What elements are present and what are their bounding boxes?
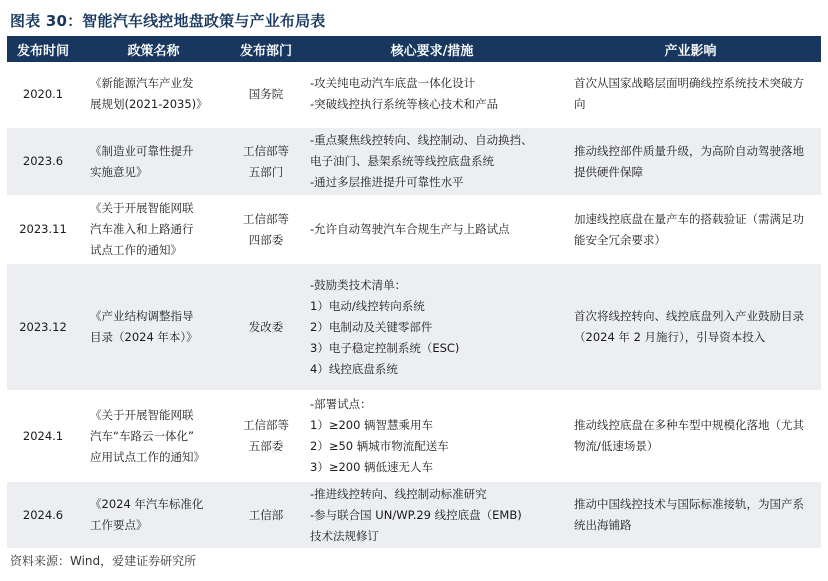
cell-dept-line: 国务院 — [248, 86, 284, 101]
header-dept: 发布部门 — [239, 43, 292, 59]
cell-policy-line: 展规划(2021-2035)》 — [90, 97, 208, 111]
cell-requirements-line: -突破线控执行系统等核心技术和产品 — [310, 97, 499, 111]
cell-requirements — [304, 197, 560, 262]
cell-requirements-line: 技术法规修订 — [310, 528, 379, 543]
cell-dept — [228, 392, 304, 480]
cell-dept — [228, 197, 304, 262]
cell-policy-line: 应用试点工作的通知》 — [90, 449, 205, 464]
cell-requirements-line: 3）电子稳定控制系统（ESC) — [310, 340, 460, 355]
cell-requirements-line: 电子油门、悬架系统等线控底盘系统 — [310, 154, 494, 168]
cell-dept-line: 工信部等 — [243, 211, 289, 226]
cell-requirements — [304, 264, 560, 390]
cell-date: 2023.11 — [19, 222, 67, 236]
cell-requirements-line: -通过多层推进提升可靠性水平 — [310, 175, 464, 189]
cell-impact: 加速线控底盘在量产车的搭载验证（需满足功能安全冗余要求） — [574, 211, 804, 247]
table-body — [7, 62, 821, 550]
cell-requirements-line: -允许自动驾驶汽车合规生产与上路试点 — [310, 222, 510, 236]
cell-requirements — [304, 62, 560, 126]
cell-dept — [228, 62, 304, 126]
cell-impact: 推动线控部件质量升级，为高阶自动驾驶落地提供硬件保障 — [574, 143, 804, 179]
cell-requirements-line: 3）≥200 辆低速无人车 — [310, 460, 434, 474]
cell-requirements — [304, 128, 560, 195]
cell-policy-line: 《新能源汽车产业发 — [90, 76, 194, 90]
cell-impact: 首次从国家战略层面明确线控系统技术突破方向 — [574, 76, 804, 111]
cell-policy — [79, 128, 228, 195]
table-row — [7, 62, 821, 128]
cell-policy — [79, 62, 228, 126]
cell-policy — [79, 197, 228, 262]
cell-dept — [228, 482, 304, 548]
cell-policy-line: 《产业结构调整指导 — [90, 309, 194, 323]
table-title: 图表 30：智能汽车线控地盘政策与产业布局表 — [10, 12, 326, 30]
cell-requirements-line: 2）≥50 辆城市物流配送车 — [310, 439, 449, 453]
policy-table — [7, 36, 821, 550]
cell-policy-line: 《2024 年汽车标准化 — [90, 497, 204, 511]
cell-requirements-line: 2）电制动及关键零部件 — [310, 319, 433, 334]
cell-dept-line: 五部委 — [248, 439, 284, 453]
cell-requirements-line: -攻关纯电动汽车底盘一体化设计 — [310, 76, 476, 90]
cell-policy-line: 汽车“车路云一体化” — [90, 428, 194, 443]
cell-dept-line: 工信部等 — [243, 143, 289, 158]
header-impact: 产业影响 — [664, 43, 717, 59]
cell-dept — [228, 128, 304, 195]
table-row — [7, 197, 821, 264]
cell-policy-line: 《关于开展智能网联 — [90, 201, 194, 215]
cell-requirements-line: -部署试点： — [310, 397, 372, 411]
cell-requirements-line: -重点聚焦线控转向、线控制动、自动换挡、 — [310, 133, 533, 147]
cell-date: 2024.6 — [22, 507, 64, 522]
cell-policy — [79, 482, 228, 548]
cell-dept-line: 工信部 — [248, 507, 284, 522]
cell-policy-line: 工作要点》 — [90, 518, 148, 532]
cell-policy — [79, 392, 228, 480]
cell-policy-line: 实施意见》 — [90, 164, 148, 179]
cell-date: 2020.1 — [22, 86, 64, 101]
cell-impact: 推动线控底盘在多种车型中规模化落地（尤其物流/低速场景） — [574, 418, 804, 453]
table-header — [7, 36, 821, 62]
cell-dept-line: 四部委 — [248, 232, 284, 247]
cell-requirements — [304, 482, 560, 548]
cell-policy-line: 《制造业可靠性提升 — [90, 143, 194, 158]
cell-dept-line: 工信部等 — [243, 418, 289, 432]
cell-policy-line: 试点工作的通知》 — [90, 243, 182, 257]
table-row — [7, 392, 821, 482]
cell-requirements-line: -鼓励类技术清单： — [310, 277, 407, 292]
cell-policy-line: 汽车准入和上路通行 — [90, 222, 194, 236]
header-policy: 政策名称 — [127, 43, 180, 59]
cell-requirements — [304, 392, 560, 480]
cell-policy-line: 《关于开展智能网联 — [90, 407, 194, 422]
cell-policy — [79, 264, 228, 390]
header-date: 发布时间 — [16, 43, 69, 59]
table-row — [7, 482, 821, 550]
cell-date: 2023.6 — [22, 154, 64, 168]
source-note: 资料来源：Wind，爱建证券研究所 — [10, 554, 197, 568]
header-requirements: 核心要求/措施 — [390, 43, 474, 59]
cell-dept-line: 发改委 — [248, 319, 284, 334]
cell-dept-line: 五部门 — [248, 164, 284, 179]
cell-date: 2023.12 — [19, 319, 67, 334]
cell-requirements-line: 1）≥200 辆智慧乘用车 — [310, 418, 434, 432]
cell-impact: 首次将线控转向、线控底盘列入产业鼓励目录（2024 年 2 月施行），引导资本投入 — [574, 309, 804, 344]
cell-requirements-line: 1）电动/线控转向系统 — [310, 298, 425, 313]
cell-date: 2024.1 — [22, 428, 64, 443]
table-row — [7, 128, 821, 197]
cell-dept — [228, 264, 304, 390]
cell-policy-line: 目录（2024 年本）》 — [90, 330, 198, 344]
table-row — [7, 264, 821, 392]
cell-impact: 推动中国线控技术与国际标准接轨，为国产系统出海铺路 — [574, 497, 804, 532]
cell-requirements-line: -推进线控转向、线控制动标准研究 — [310, 486, 487, 501]
cell-requirements-line: -参与联合国 UN/WP.29 线控底盘（EMB) — [310, 507, 522, 522]
cell-requirements-line: 4）线控底盘系统 — [310, 361, 398, 376]
